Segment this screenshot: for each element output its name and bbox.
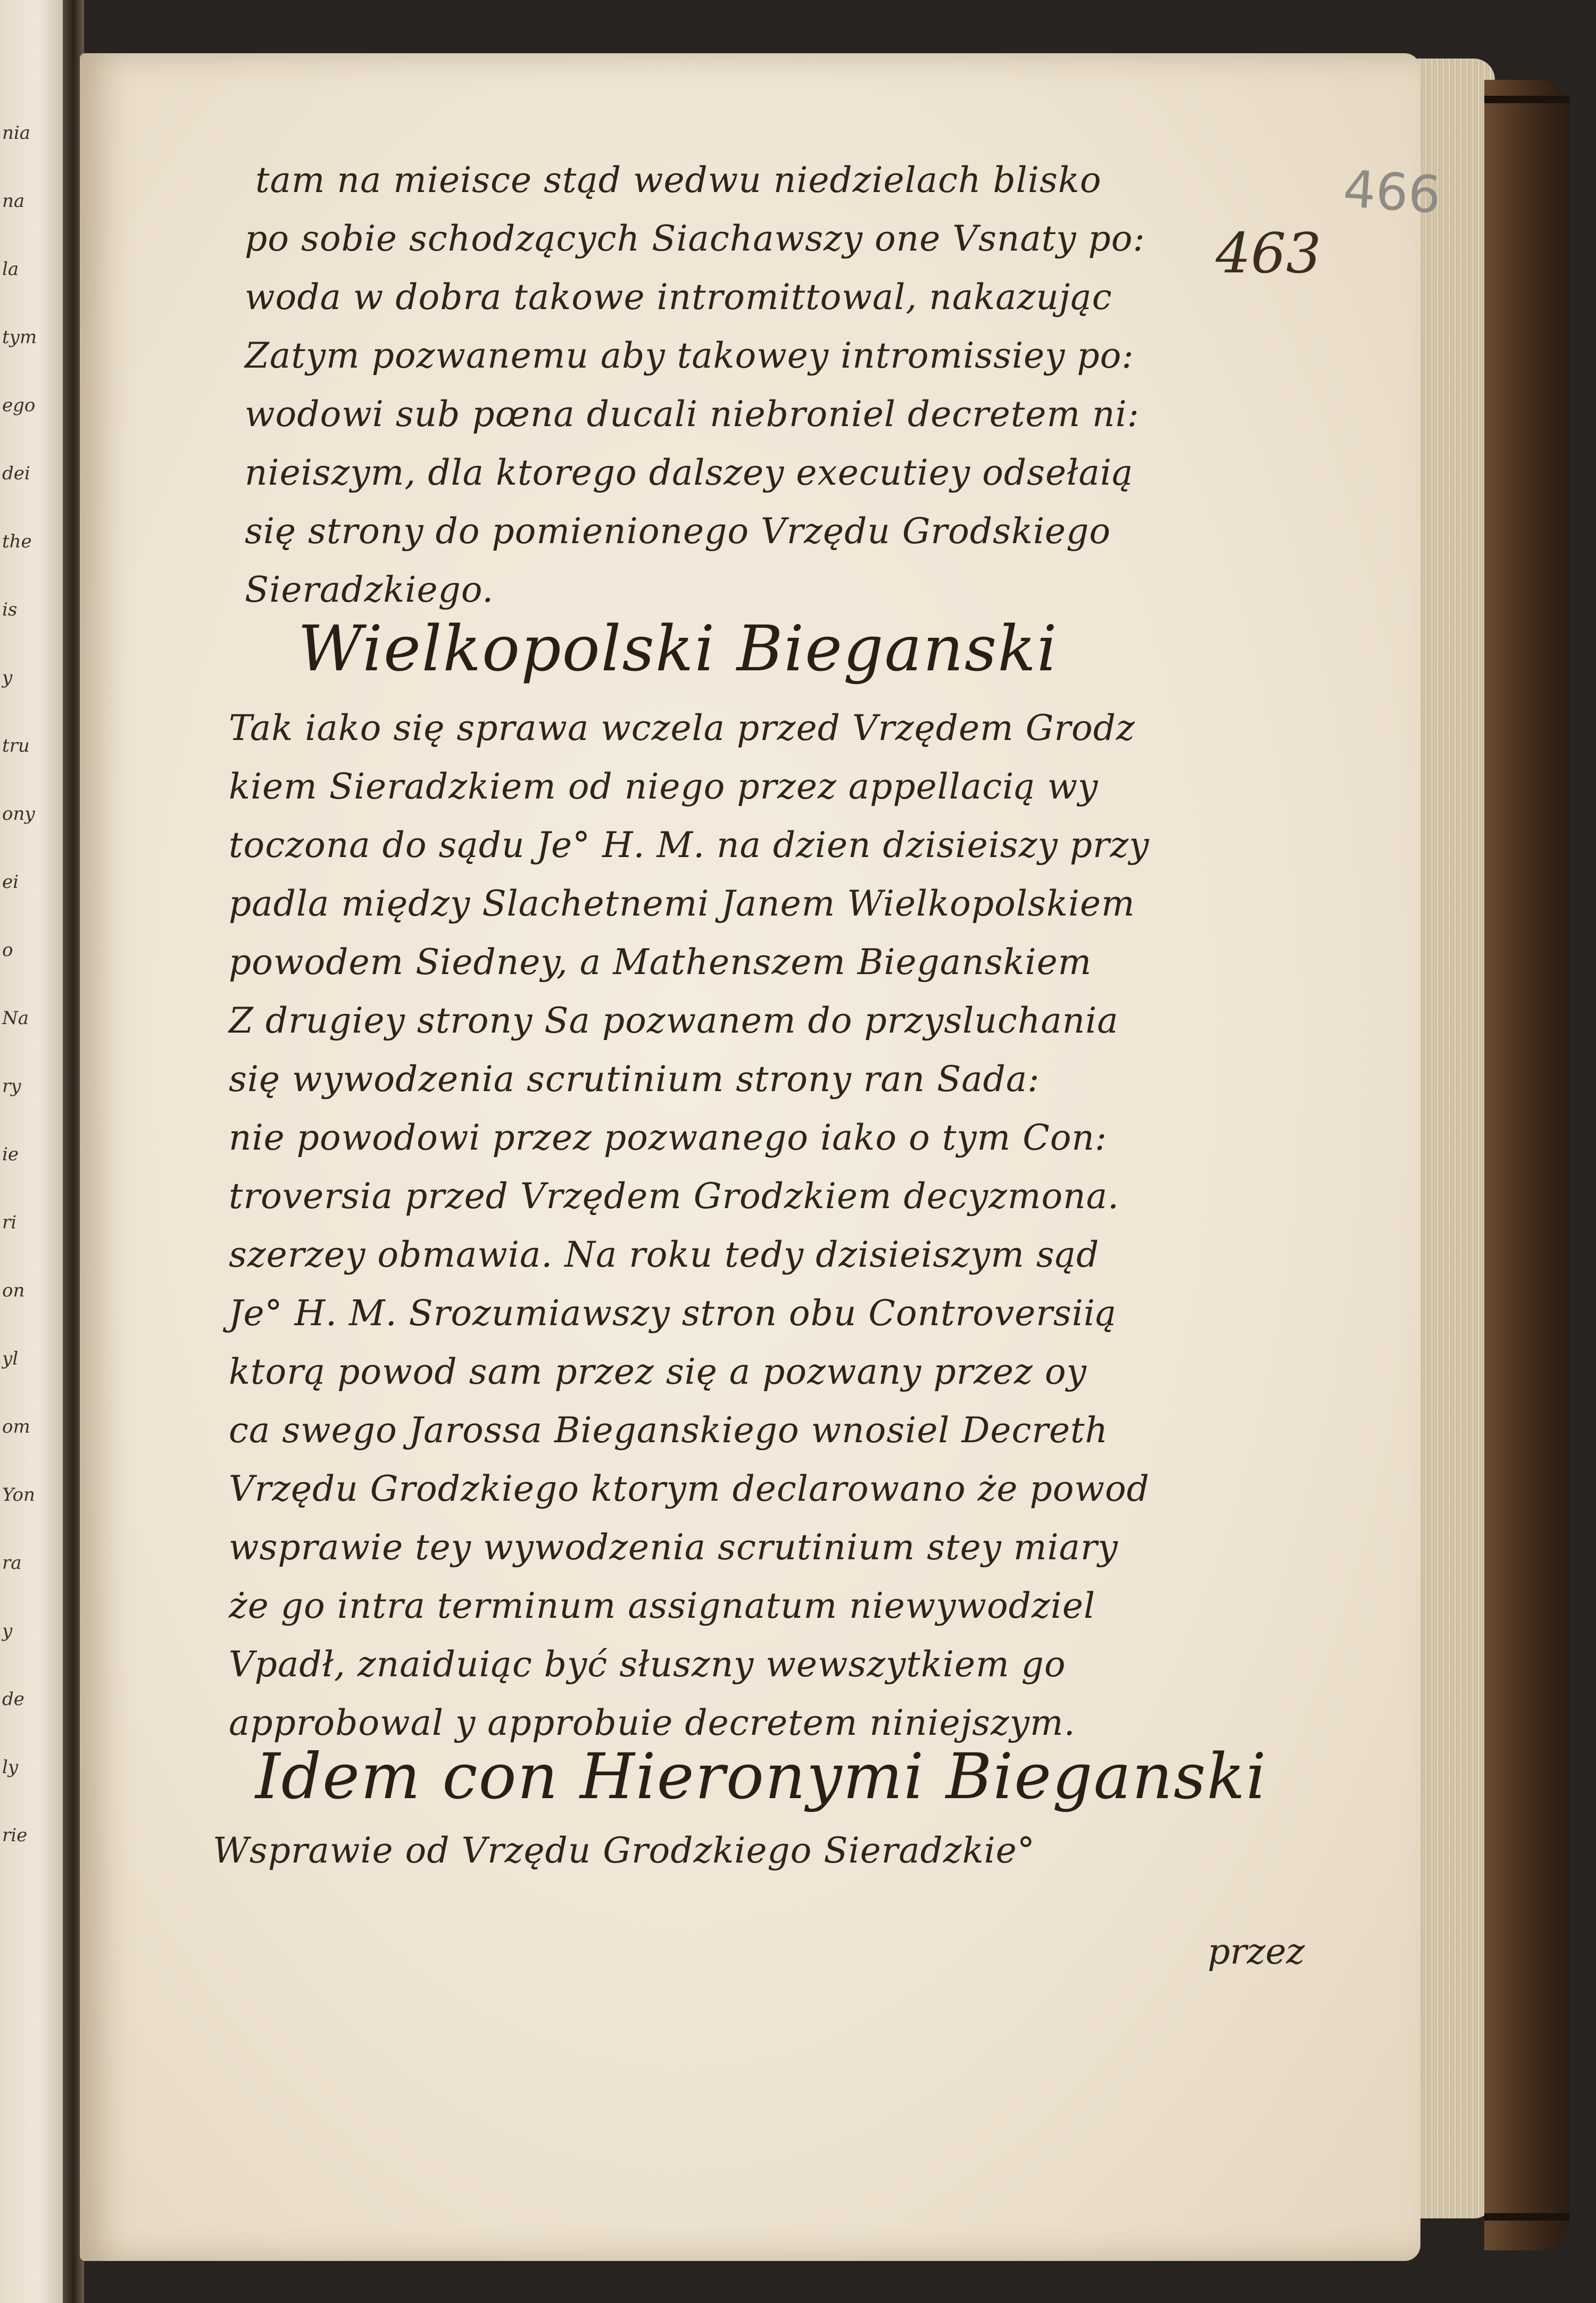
text-line: wsprawie tey wywodzenia scrutinium stey miary [229, 1527, 1118, 1568]
left-page-fragment: de [2, 1689, 24, 1710]
text-line: nieiszym, dla ktorego dalszey executiey odsełaią [245, 452, 1134, 493]
left-page-fragment: tru [2, 735, 30, 756]
left-page-fragment: ony [2, 803, 35, 825]
text-line: się strony do pomienionego Vrzędu Grodskiego [245, 511, 1111, 552]
text-line: że go intra terminum assignatum niewywodziel [229, 1585, 1096, 1626]
left-page-fragment: ry [2, 1076, 21, 1097]
text-line: Je° H. M. Srozumiawszy stron obu Controversiią [229, 1293, 1117, 1334]
cover-band-top [1484, 96, 1569, 103]
text-line: kiem Sieradzkiem od niego przez appellacią wy [229, 766, 1099, 807]
left-page-edge [0, 0, 64, 2303]
book-cover [1484, 80, 1569, 2250]
text-line: nie powodowi przez pozwanego iako o tym Con: [229, 1117, 1108, 1158]
text-line: tam na mieisce stąd wedwu niedzielach blisko [255, 160, 1102, 201]
left-page-fragment: rie [2, 1825, 28, 1846]
text-line: troversia przed Vrzędem Grodzkiem decyzmona. [229, 1176, 1120, 1217]
left-page-fragment: tym [2, 327, 37, 348]
left-page-fragment: the [2, 531, 32, 552]
text-line: szerzey obmawia. Na roku tedy dzisieiszym sąd [229, 1234, 1100, 1275]
left-page-fragment: ly [2, 1757, 19, 1778]
text-line: po sobie schodzących Siachawszy one Vsnaty po: [245, 218, 1145, 259]
left-page-fragment: ego [2, 395, 36, 416]
left-page-fragment: Na [2, 1008, 29, 1029]
left-page-fragment: ra [2, 1552, 22, 1574]
text-line: Z drugiey strony Sa pozwanem do przysluchania [229, 1000, 1119, 1041]
text-line: Vpadł, znaiduiąc być słuszny wewszytkiem go [229, 1644, 1066, 1685]
pencil-folio-number: 466 [1341, 159, 1443, 226]
text-line: Sieradzkiego. [245, 569, 494, 610]
left-page-fragment: om [2, 1416, 30, 1437]
text-line: Zatym pozwanemu aby takowey intromissiey po: [245, 335, 1134, 376]
left-page-fragment: ei [2, 871, 19, 893]
text-line: approbowal y approbuie decretem niniejszym. [229, 1702, 1076, 1743]
left-page-fragment: dei [2, 463, 30, 484]
left-page-fragment: is [2, 599, 18, 620]
text-line: Vrzędu Grodzkiego ktorym declarowano że powod [229, 1468, 1150, 1509]
text-line: się wywodzenia scrutinium strony ran Sada: [229, 1059, 1040, 1100]
text-line: ca swego Jarossa Bieganskiego wnosiel Decreth [229, 1410, 1109, 1451]
left-page-fragment: y [2, 1620, 13, 1642]
case-heading: Wielkopolski Bieganski [298, 612, 1058, 685]
left-page-fragment: o [2, 940, 13, 961]
case-heading: Idem con Hieronymi Bieganski [255, 1740, 1267, 1813]
left-page-fragment: on [2, 1280, 25, 1301]
left-page-fragment: y [2, 667, 13, 688]
text-line: woda w dobra takowe intromittowal, nakazując [245, 277, 1112, 318]
text-line: Tak iako się sprawa wczela przed Vrzędem Grodz [229, 708, 1135, 749]
catchword: przez [1208, 1931, 1305, 1972]
ink-folio-number: 463 [1216, 221, 1321, 286]
left-page-fragment: na [2, 190, 25, 212]
cover-band-bottom [1484, 2213, 1569, 2221]
left-page-fragment: ri [2, 1212, 17, 1233]
left-page-fragment: la [2, 259, 19, 280]
text-line: ktorą powod sam przez się a pozwany przez oy [229, 1351, 1087, 1392]
text-line: Wsprawie od Vrzędu Grodzkiego Sieradzkie° [213, 1830, 1035, 1871]
text-line: padla między Slachetnemi Janem Wielkopolskiem [229, 883, 1135, 924]
manuscript-page [80, 53, 1443, 2261]
left-page-fragment: ie [2, 1144, 19, 1165]
left-page-fragment: Yon [2, 1484, 35, 1506]
left-page-fragment: yl [2, 1348, 19, 1369]
left-page-fragment: nia [2, 122, 31, 144]
text-line: toczona do sądu Je° H. M. na dzien dzisieiszy przy [229, 825, 1150, 866]
text-line: wodowi sub pœna ducali niebroniel decretem ni: [245, 394, 1140, 435]
text-line: powodem Siedney, a Mathenszem Bieganskiem [229, 942, 1092, 983]
